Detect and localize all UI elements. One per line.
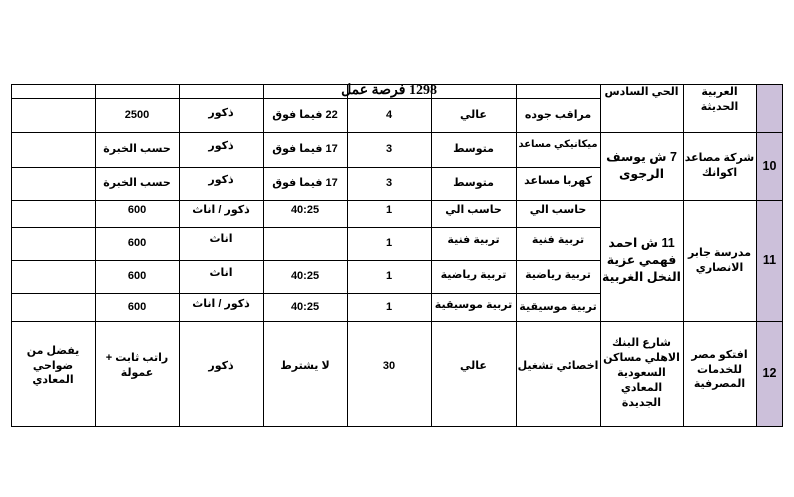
company-name: مدرسة جابر الانصاري	[687, 246, 752, 274]
count-cell: 4	[385, 108, 393, 121]
gender-cell: ذكور / اناث	[192, 297, 250, 310]
company-address: شارع البنك الاهلي مساكن السعودية المعادي الجديدة	[603, 337, 680, 409]
salary-cell: حسب الخبرة	[103, 143, 171, 156]
header-district: الحي السادس	[604, 86, 679, 98]
company-address: 11 ش احمد فهمي عزية النخل الغربية	[602, 236, 681, 284]
salary-cell: حسب الخبرة	[103, 177, 171, 190]
salary-cell: 600	[127, 300, 147, 313]
salary-cell: 600	[127, 203, 147, 216]
age-cell: 40:25	[290, 300, 320, 313]
count-cell: 1	[385, 203, 393, 216]
job-cell: اخصائي تشغيل	[517, 359, 599, 372]
age-cell: 17 فيما فوق	[272, 177, 338, 190]
count-cell: 3	[385, 177, 393, 190]
level-cell: تربية رياضية	[440, 268, 507, 281]
job-cell: مراقب جوده	[524, 108, 592, 121]
salary-cell: 2500	[124, 108, 150, 121]
count-cell: 1	[385, 270, 393, 283]
job-cell: تربية موسيقية	[519, 300, 597, 313]
row-number: 10	[762, 158, 777, 173]
preference-note: يفضل من ضواحي المعادي	[26, 344, 80, 387]
level-cell: تربية فنية	[447, 234, 500, 247]
row-number: 12	[762, 366, 777, 381]
job-cell: حاسب الي	[529, 203, 587, 216]
count-cell: 1	[385, 237, 393, 250]
salary-cell: 600	[127, 270, 147, 283]
age-cell: لا يشترط	[280, 359, 330, 372]
gender-cell: ذكور / اناث	[192, 203, 250, 216]
age-cell: 40:25	[290, 270, 320, 283]
level-cell: حاسب الي	[445, 203, 502, 216]
age-cell: 40:25	[290, 203, 320, 216]
job-cell: كهربا مساعد	[524, 174, 592, 187]
gender-cell: ذكور	[208, 359, 234, 372]
row-number: 11	[762, 253, 777, 268]
header-company: العربية الحديثة	[700, 86, 739, 113]
salary-cell: 600	[127, 237, 147, 250]
company-name: افتكو مصر للخدمات المصرفية	[691, 348, 748, 391]
gender-cell: ذكور	[208, 106, 234, 119]
level-cell: متوسط	[453, 143, 494, 156]
gender-cell: اناث	[209, 266, 233, 279]
job-cell: ميكانيكي مساعد	[518, 139, 598, 151]
gender-cell: اناث	[209, 232, 233, 245]
gender-cell: ذكور	[208, 139, 234, 152]
level-cell: تربية موسيقية	[434, 298, 513, 311]
salary-cell: راتب ثابت + عمولة	[105, 352, 169, 379]
age-cell: 22 فيما فوق	[272, 108, 338, 121]
count-cell: 30	[382, 359, 396, 372]
job-listings-table	[11, 84, 783, 427]
level-cell: متوسط	[453, 177, 494, 190]
age-cell: 17 فيما فوق	[272, 143, 338, 156]
level-cell: عالي	[460, 359, 487, 372]
count-cell: 3	[385, 143, 393, 156]
gender-cell: ذكور	[208, 173, 234, 186]
page-title: 1298 فرصة عمل	[341, 82, 437, 98]
job-cell: تربية فنية	[531, 234, 585, 247]
company-address: 7 ش يوسف الرجوى	[606, 150, 677, 181]
company-name: شركة مصاعد اكوانك	[684, 152, 755, 179]
level-cell: عالي	[460, 108, 487, 121]
job-cell: تربية رياضية	[525, 268, 591, 281]
count-cell: 1	[385, 300, 393, 313]
age-cell	[263, 227, 347, 260]
